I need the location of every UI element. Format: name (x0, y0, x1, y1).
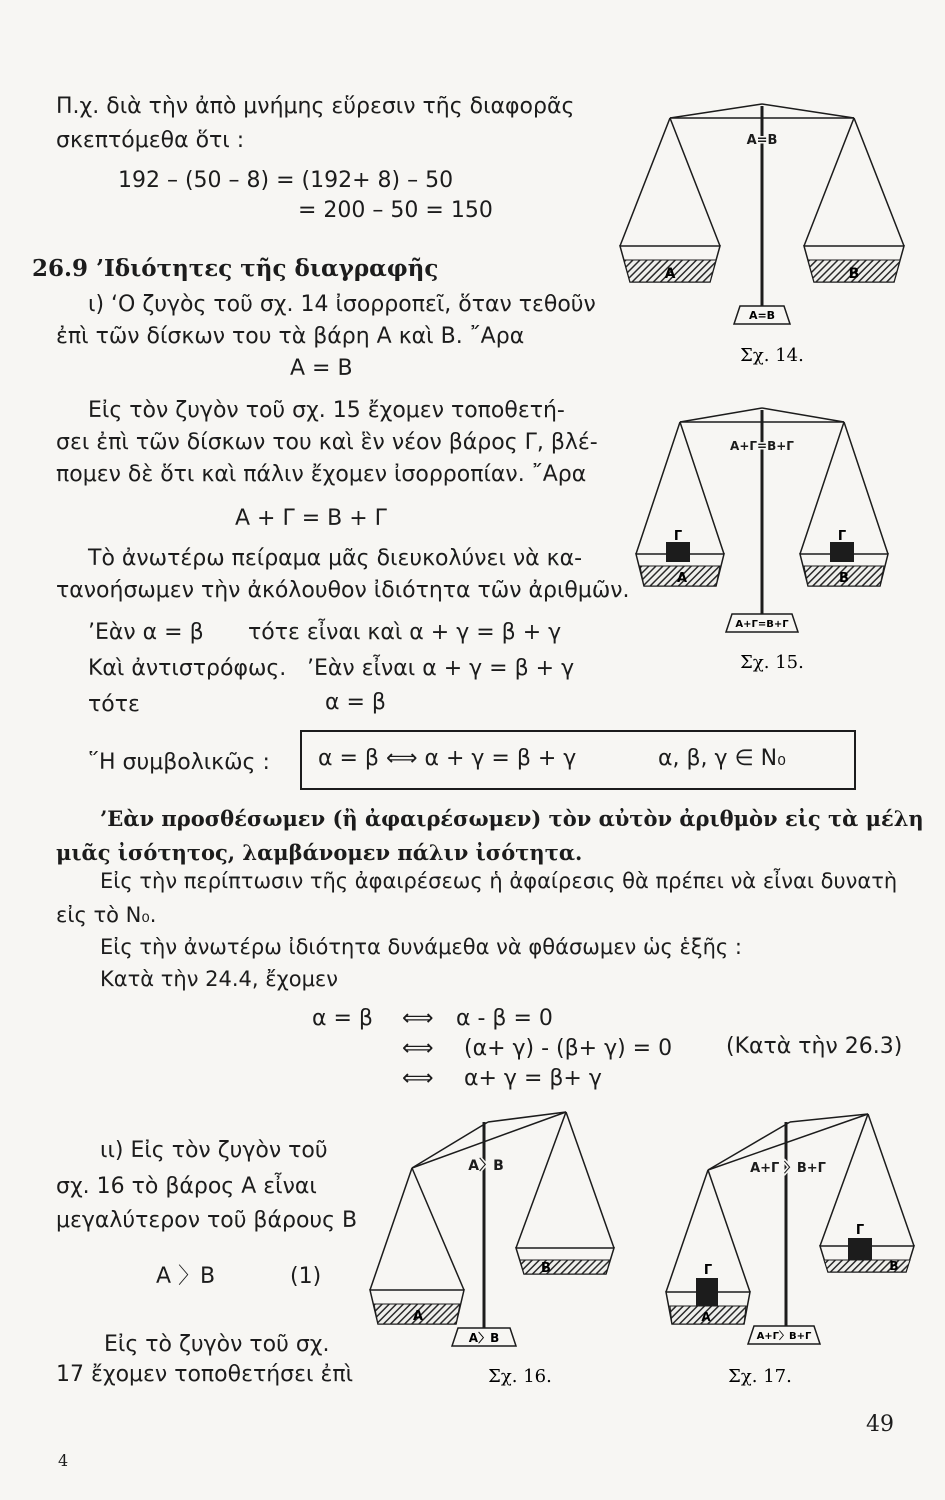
part1-line-3: Εἰς τὸν ζυγὸν τοῦ σχ. 15 ἔχομεν τοποθετή- (88, 398, 565, 423)
intro-equation-1: 192 – (50 – 8) = (192+ 8) – 50 (118, 168, 454, 193)
symbolic-formula: α = β ⟺ α + γ = β + γ (318, 746, 577, 771)
derivation-arrow-3: ⟺ (402, 1066, 434, 1091)
part1-line-7: τανοήσωμεν τὴν ἀκόλουθον ἰδιότητα τῶν ἀριθμῶν. (56, 578, 630, 603)
part2-line-3: μεγαλύτερον τοῦ βάρους Β (56, 1208, 358, 1233)
part2-inequality: Α 〉Β (156, 1264, 216, 1289)
fig15-right-weight-label: Γ (837, 529, 847, 544)
part2-line-2: σχ. 16 τὸ βάρος Α εἶναι (56, 1174, 317, 1199)
rule-line-4: εἰς τὸ N₀. (56, 903, 157, 927)
derivation-arrow-1: ⟺ (402, 1006, 434, 1031)
symbolic-domain: α, β, γ ∈ N₀ (658, 746, 786, 771)
fig15-top-label: Α+Γ=Β+Γ (730, 439, 794, 453)
part1-line-8b: τότε εἶναι καὶ α + γ = β + γ (248, 620, 562, 645)
fig17-left-pan-label: Α (701, 1310, 711, 1324)
fig14-top-label: Α=Β (746, 133, 778, 148)
printer-signature: 4 (58, 1451, 69, 1470)
fig16-right-pan-label: Β (541, 1261, 551, 1276)
derivation-lhs: α = β (312, 1006, 373, 1031)
part1-equation-2: Α + Γ = Β + Γ (235, 506, 387, 531)
part2-line-5: 17 ἔχομεν τοποθετήσει ἐπὶ (56, 1362, 354, 1387)
part1-line-10b: α = β (325, 690, 386, 715)
rule-line-5: Εἰς τὴν ἀνωτέρω ἰδιότητα δυνάμεθα νὰ φθάσωμεν ὡς ἑξῆς : (100, 935, 742, 959)
fig15-right-pan-label: Β (839, 571, 849, 586)
part1-line-2: ἐπὶ τῶν δίσκων του τὰ βάρη Α καὶ Β. ῎Αρα (56, 324, 525, 349)
fig16-caption: Σχ. 16. (488, 1366, 552, 1387)
fig14-base-label: Α=Β (748, 309, 776, 322)
figure-17-balance (660, 1102, 930, 1392)
fig15-base-label: Α+Γ=Β+Γ (735, 619, 789, 630)
derivation-step-1: α - β = 0 (456, 1006, 553, 1031)
part1-line-10a: τότε (88, 692, 140, 717)
fig14-right-pan-label: Β (848, 266, 860, 282)
fig17-right-pan-label: Β (889, 1259, 899, 1273)
intro-line-2: σκεπτόμεθα ὅτι : (56, 128, 245, 153)
fig15-left-pan-label: Α (676, 571, 688, 586)
fig15-left-weight-label: Γ (673, 529, 683, 544)
part1-line-8a: ’Εὰν α = β (88, 620, 204, 645)
fig17-caption: Σχ. 17. (728, 1366, 792, 1387)
symbolic-label: ῞Η συμβολικῶς : (88, 750, 270, 775)
part2-line-4: Εἰς τὸ ζυγὸν τοῦ σχ. (104, 1332, 330, 1357)
part1-line-6: Τὸ ἀνωτέρω πείραμα μᾶς διευκολύνει νὰ κα- (88, 546, 583, 571)
part1-line-5: πομεν δὲ ὅτι καὶ πάλιν ἔχομεν ἰσορροπίαν. ῎Αρα (56, 462, 587, 487)
fig14-left-pan-label: Α (664, 266, 676, 282)
part1-line-9a: Καὶ ἀντιστρόφως. (88, 656, 287, 681)
part1-line-9b: ’Εὰν εἶναι α + γ = β + γ (307, 656, 575, 681)
rule-line-2: μιᾶς ἰσότητος, λαμβάνομεν πάλιν ἰσότητα. (56, 840, 583, 865)
intro-equation-2: = 200 – 50 = 150 (298, 198, 493, 223)
derivation-step-2: (α+ γ) - (β+ γ) = 0 (464, 1036, 673, 1061)
figure-14-balance (612, 96, 912, 371)
intro-line-1: Π.χ. διὰ τὴν ἀπὸ μνήμης εὕρεσιν τῆς διαφορᾶς (56, 94, 575, 119)
fig15-caption: Σχ. 15. (740, 652, 804, 673)
derivation-arrow-2: ⟺ (402, 1036, 434, 1061)
rule-line-6: Κατὰ τὴν 24.4, ἔχομεν (100, 967, 339, 991)
fig17-top-label: Α+Γ 〉Β+Γ (750, 1161, 826, 1176)
fig17-base-label: Α+Γ〉Β+Γ (756, 1331, 812, 1342)
fig16-base-label: Α〉Β (468, 1331, 500, 1345)
derivation-step-3: α+ γ = β+ γ (464, 1066, 602, 1091)
part1-line-4: σει ἐπὶ τῶν δίσκων του καὶ ἓν νέον βάρος Γ, βλέ- (56, 430, 598, 455)
rule-line-1: ’Εὰν προσθέσωμεν (ἢ ἀφαιρέσωμεν) τὸν αὐτὸν ἀριθμὸν εἰς τὰ μέλη (100, 806, 924, 831)
fig17-right-weight-label: Γ (855, 1223, 865, 1238)
fig14-caption: Σχ. 14. (740, 345, 804, 366)
part2-equation-number: (1) (290, 1264, 322, 1289)
part1-line-1: ι) ‘Ο ζυγὸς τοῦ σχ. 14 ἰσορροπεῖ, ὅταν τεθοῦν (88, 292, 596, 317)
page-number: 49 (866, 1412, 894, 1437)
section-title: 26.9 ’Ιδιότητες τῆς διαγραφῆς (32, 255, 439, 282)
fig16-top-label: Α〉Β (468, 1158, 504, 1174)
part1-equation-1: Α = Β (290, 356, 353, 381)
rule-line-3: Εἰς τὴν περίπτωσιν τῆς ἀφαιρέσεως ἡ ἀφαίρεσις θὰ πρέπει νὰ εἶναι δυνατὴ (100, 869, 898, 893)
fig17-left-weight-label: Γ (703, 1263, 713, 1278)
symbolic-box (300, 730, 856, 790)
part2-line-1: ιι) Εἰς τὸν ζυγὸν τοῦ (100, 1138, 328, 1163)
figure-16-balance (364, 1102, 634, 1392)
fig16-left-pan-label: Α (412, 1309, 424, 1324)
derivation-step-2-note: (Κατὰ τὴν 26.3) (726, 1034, 903, 1059)
figure-15-balance (630, 400, 900, 680)
